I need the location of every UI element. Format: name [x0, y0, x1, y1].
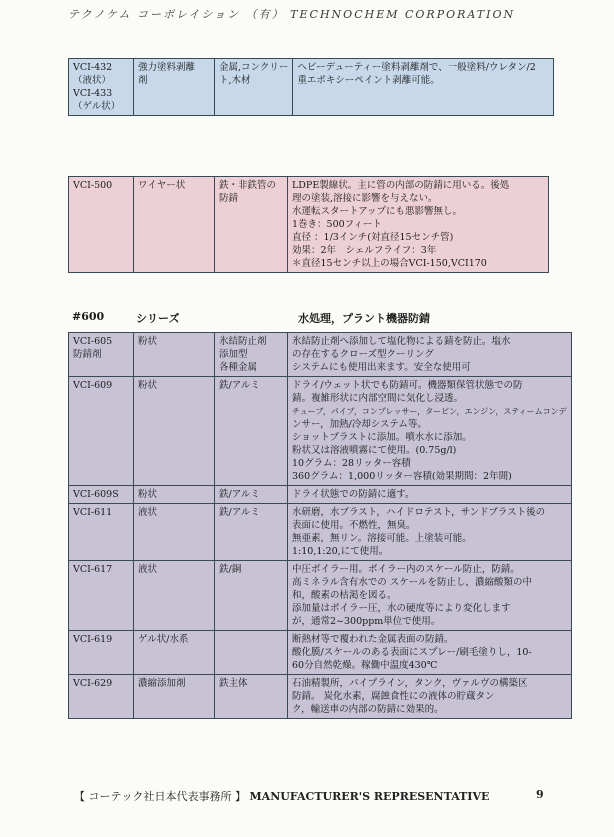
cell-line: 氷結防止剤: [219, 336, 267, 347]
product-code: [69, 631, 134, 675]
product-form: [134, 631, 215, 675]
cell-line: 効果：2年 シェルフライフ：3年: [292, 245, 437, 256]
product-material: [215, 377, 288, 486]
cell-line: 水運転スタートアップにも悪影響無し。: [292, 206, 463, 217]
cell-line: 鉄・非鉄管の: [219, 180, 277, 191]
cell-line: 鉄/銅: [219, 564, 242, 575]
cell-line: が，通常2~300ppm単位で使用。: [292, 616, 441, 627]
table-row: [69, 504, 572, 561]
product-material: [215, 504, 288, 561]
cell-line: 断熱材等で覆われた金属表面の防錆。: [292, 634, 454, 645]
cell-line: 無亜素，無リン。溶接可能。上塗装可能。: [292, 533, 472, 544]
product-material: [215, 561, 288, 631]
cell-line: 液状: [138, 507, 158, 518]
product-description: [288, 561, 572, 631]
cell-line: ト,木材: [219, 75, 251, 86]
cell-line: 粉状: [138, 336, 158, 347]
product-material: [215, 631, 288, 675]
product-material: [215, 59, 293, 116]
table-row: [69, 333, 572, 377]
table-row: [69, 675, 572, 719]
cell-line: 高ミネラル含有水での スケールを防止し，濃縮酸類の中: [292, 577, 533, 588]
cell-line: ドライ状態での防錆に適す。: [292, 489, 415, 500]
product-code: [69, 377, 134, 486]
product-material: [215, 486, 288, 504]
product-code: [69, 561, 134, 631]
cell-line: ＊直径15センチ以上の場合VCI-150,VCI170: [292, 258, 487, 269]
product-description: [288, 333, 572, 377]
product-form: [134, 486, 215, 504]
product-code: [69, 177, 134, 273]
cell-line: ドライ/ウェット状でも防錆可。機器類保管状態での防: [292, 380, 523, 391]
cell-line: 液状: [138, 564, 158, 575]
product-code: [69, 504, 134, 561]
cell-line: ク，輸送車の内部の防錆に効果的。: [292, 704, 444, 715]
product-form: [134, 377, 215, 486]
page-header: [68, 6, 588, 22]
cell-line: 酸化膜/スケールのある表面にスプレー/刷毛塗りし，10-: [292, 647, 532, 658]
page-number: 9: [536, 788, 544, 801]
cell-line: 鉄/アルミ: [219, 380, 260, 391]
cell-line: ゲル状/水系: [138, 634, 189, 645]
footer-representative: MANUFACTURER'S REPRESENTATIVE: [249, 790, 490, 803]
cell-line: 鉄主体: [219, 678, 248, 689]
cell-line: 理の塗装,溶接に影響を与えない。: [292, 193, 438, 204]
product-code: [69, 675, 134, 719]
cell-line: VCI-605: [73, 336, 113, 347]
cell-line: ショットブラストに添加。噴水水に添加。: [292, 432, 472, 443]
product-table-2: [68, 176, 549, 273]
product-description: [288, 177, 549, 273]
cell-line: 各種金属: [219, 362, 258, 373]
cell-line: ワイヤー状: [138, 180, 186, 191]
product-description: [288, 675, 572, 719]
cell-line: 粉状: [138, 380, 158, 391]
product-description: [288, 631, 572, 675]
cell-line: 添加型: [219, 349, 248, 360]
cell-line: ンサー，加熱/冷却システム等。: [292, 419, 427, 430]
product-description: [288, 486, 572, 504]
series-code: #600: [72, 310, 105, 323]
product-form: [134, 177, 215, 273]
cell-line: VCI-433: [73, 88, 113, 99]
cell-line: VCI-500: [73, 180, 113, 191]
series-label: シリーズ: [136, 312, 180, 325]
cell-line: VCI-629: [73, 678, 113, 689]
cell-line: 360グラム：1,000リッター容積(効果期間：2年間): [292, 471, 512, 482]
cell-line: 防錆剤: [73, 349, 102, 360]
cell-line: 添加量はボイラー圧，水の硬度等により変化します: [292, 603, 511, 614]
cell-line: （液状）: [73, 75, 112, 86]
product-form: [134, 561, 215, 631]
cell-line: 粉状又は溶液噴霧にて使用。(0.75g/l): [292, 445, 457, 456]
header-text: テクノケム コーポレイション （有） TECHNOCHEM CORPORATION: [68, 8, 516, 21]
cell-line: 1巻き：500フィート: [292, 219, 382, 230]
cell-line: 石油精製所，パイプライン，タンク，ヴァルヴの構築区: [292, 678, 528, 689]
cell-line: 強力塗料剥離: [138, 62, 196, 73]
product-code: [69, 486, 134, 504]
product-description: [293, 59, 554, 116]
product-description: [288, 377, 572, 486]
cell-line: ヘビーデューティー塗料剥離剤で、一般塗料/ウレタン/2: [297, 62, 536, 73]
footer-office: 【 コーテック社日本代表事務所 】: [74, 790, 246, 803]
cell-line: LDPE製線状。主に管の内部の防錆に用いる。後処: [292, 180, 510, 191]
cell-line: 表面に使用。不燃性，無臭。: [292, 520, 416, 531]
cell-line: 鉄/アルミ: [219, 507, 260, 518]
cell-line: 中圧ボイラー用。ボイラー内のスケール防止，防錆。: [292, 564, 520, 575]
cell-line: 10グラム：28リッター容積: [292, 458, 411, 469]
cell-line: 濃縮添加剤: [138, 678, 186, 689]
cell-line: 氷結防止剤へ添加して塩化物による錆を防止。塩水: [292, 336, 511, 347]
cell-line: VCI-609S: [73, 489, 119, 500]
cell-line: 1:10,1:20,にて使用。: [292, 546, 389, 557]
cell-line: 重エポキシーペイント剥離可能。: [297, 75, 440, 86]
product-material: [215, 675, 288, 719]
cell-line: VCI-609: [73, 380, 113, 391]
product-table-3: [68, 332, 572, 719]
cell-line: の存在するクローズ型クーリング: [292, 349, 434, 360]
cell-line: 防錆。 炭化水素，腐蝕食性にの液体の貯蔵タン: [292, 691, 495, 702]
cell-line: VCI-617: [73, 564, 113, 575]
cell-line: 鉄/アルミ: [219, 489, 260, 500]
table-row: [69, 631, 572, 675]
product-form: [134, 675, 215, 719]
cell-line: 防錆: [219, 193, 239, 204]
series-title: 水処理，プラント機器防錆: [298, 312, 430, 325]
cell-line: （ゲル状）: [73, 101, 121, 112]
cell-line: 金属,コンクリー: [219, 62, 289, 73]
table-row: [69, 561, 572, 631]
product-form: [134, 59, 215, 116]
product-code: [69, 59, 134, 116]
footer: [74, 788, 574, 804]
cell-line: 錆。複雑形状に内部空間に気化し浸透。: [292, 393, 464, 404]
table-row: [69, 59, 554, 116]
cell-line: 和，酸素の枯渇を図る。: [292, 590, 397, 601]
cell-line: 粉状: [138, 489, 158, 500]
cell-line: 60分自然乾燥。稼働中温度430℃: [292, 660, 438, 671]
cell-line: チューブ，パイプ，コンプレッサー，タービン，エンジン，スティームコンデ: [292, 407, 567, 416]
table-row: [69, 486, 572, 504]
cell-line: 水研磨，水ブラスト，ハイドロテスト，サンドブラスト後の: [292, 507, 546, 518]
cell-line: VCI-611: [73, 507, 113, 518]
product-code: [69, 333, 134, 377]
product-form: [134, 504, 215, 561]
cell-line: 剤: [138, 75, 148, 86]
table-row: [69, 177, 549, 273]
product-form: [134, 333, 215, 377]
product-material: [215, 333, 288, 377]
table-row: [69, 377, 572, 486]
cell-line: VCI-432: [73, 62, 113, 73]
cell-line: VCI-619: [73, 634, 113, 645]
cell-line: システムにも使用出来ます。安全な使用可: [292, 362, 471, 373]
product-description: [288, 504, 572, 561]
product-material: [215, 177, 288, 273]
product-table-1: [68, 58, 554, 116]
cell-line: 直径 ：1/3インチ(対直径15センチ管): [292, 232, 454, 243]
